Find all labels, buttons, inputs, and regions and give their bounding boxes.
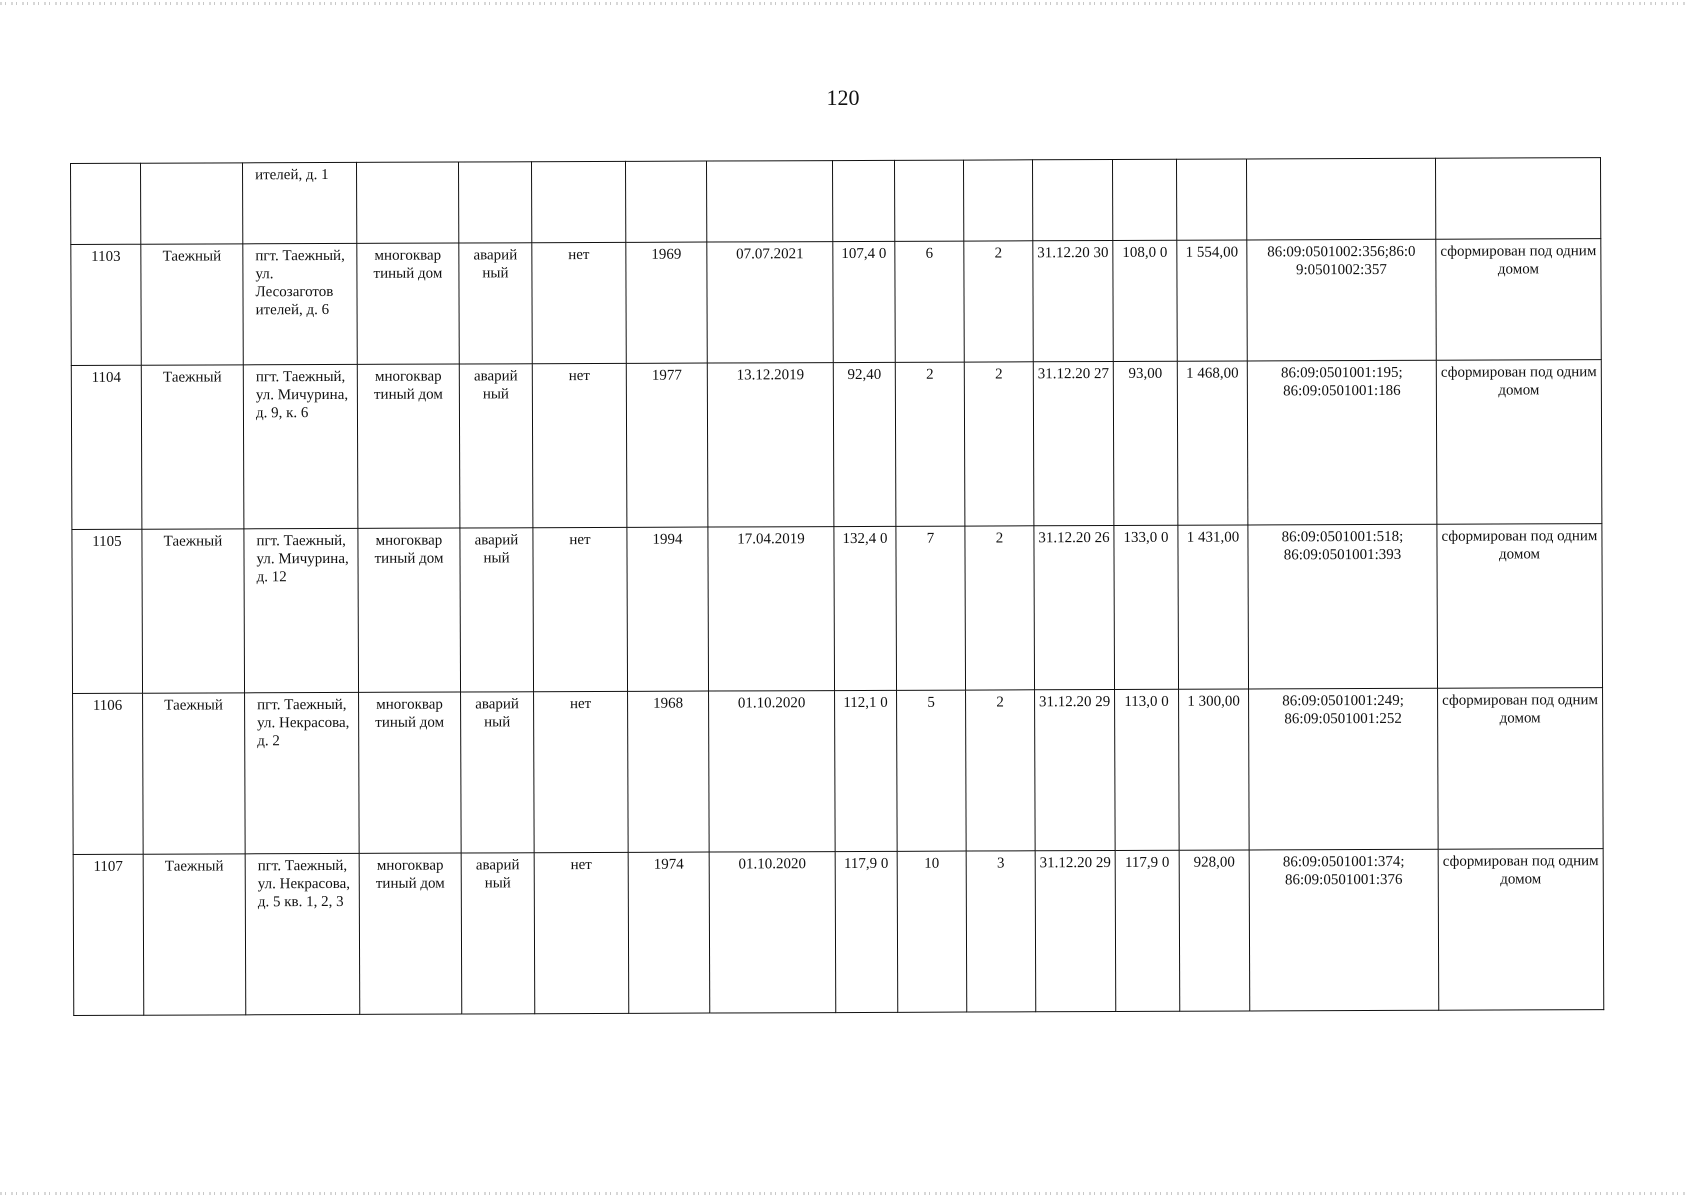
cell-address: пгт. Таежный, ул. Мичурина, д. 12 (244, 528, 359, 692)
scan-edge-top (0, 2, 1686, 5)
cell-year: 1977 (626, 363, 708, 527)
cell-rooms (963, 160, 1032, 241)
cell-settlement: Таежный (141, 365, 244, 529)
cell-building-type (356, 162, 458, 243)
cell-settlement (141, 163, 243, 244)
cell-flag: нет (532, 363, 627, 527)
cell-residents: 5 (897, 690, 967, 851)
page-number: 120 (826, 85, 860, 110)
cell-building-type: многоквар тиный дом (359, 692, 462, 853)
cell-date (706, 161, 832, 242)
cell-building-type: многоквар тиный дом (358, 528, 461, 692)
cell-date: 07.07.2021 (707, 242, 833, 363)
cell-area: 92,40 (833, 362, 896, 526)
table-row (73, 849, 1604, 1016)
cell-id: 1104 (71, 365, 142, 529)
table-row (72, 524, 1603, 694)
cell-area: 107,4 0 (833, 241, 895, 362)
table-row (71, 360, 1602, 530)
cell-deadline: 31.12.20 26 (1034, 525, 1115, 689)
cell-note: сформирован под одним домом (1436, 239, 1601, 361)
cell-id: 1107 (73, 854, 144, 1015)
cell-flag: нет (534, 691, 629, 852)
cell-cadastral: 86:09:0501002:356;86:0 9:0501002:357 (1247, 239, 1436, 361)
cell-building-type: многоквар тиный дом (357, 364, 460, 528)
cell-flag (531, 161, 625, 242)
cell-residents (894, 160, 963, 241)
cell-id: 1106 (73, 693, 144, 854)
cell-deadline (1032, 159, 1112, 240)
housing-register-table (70, 157, 1604, 1016)
cell-year: 1994 (627, 527, 709, 691)
cell-area: 112,1 0 (835, 690, 898, 851)
cell-note: сформирован под одним домом (1436, 360, 1602, 525)
cell-condition: аварий ный (460, 528, 534, 692)
cell-date: 17.04.2019 (708, 527, 835, 691)
cell-rooms: 2 (965, 526, 1035, 690)
cell-cadastral: 86:09:0501001:249; 86:09:0501001:252 (1249, 688, 1439, 850)
cell-condition: аварий ный (459, 364, 533, 528)
cell-area-2: 117,9 0 (1115, 850, 1180, 1011)
table-row-continuation (71, 158, 1601, 245)
cell-building-type: многоквар тиный дом (359, 853, 462, 1014)
cell-cadastral: 86:09:0501001:195; 86:09:0501001:186 (1247, 360, 1437, 525)
cell-address: пгт. Таежный, ул. Лесозаготов ителей, д. 6 (243, 243, 357, 364)
cell-rooms: 2 (964, 362, 1034, 526)
cell-condition: аварий ный (459, 243, 532, 364)
cell-condition (458, 162, 531, 243)
scan-edge-bottom (0, 1192, 1686, 1195)
cell-note (1435, 158, 1600, 240)
cell-year: 1968 (628, 691, 710, 852)
cell-area-2: 93,00 (1113, 361, 1178, 525)
cell-address: пгт. Таежный, ул. Некрасова, д. 2 (245, 692, 360, 853)
cell-rooms: 2 (966, 690, 1036, 851)
cell-cost: 1 300,00 (1179, 689, 1250, 850)
document-sheet (70, 157, 1603, 1021)
cell-address: пгт. Таежный, ул. Мичурина, д. 9, к. 6 (243, 364, 358, 528)
cell-settlement: Таежный (142, 529, 245, 693)
cell-note: сформирован под одним домом (1437, 524, 1603, 689)
cell-year: 1969 (626, 242, 707, 363)
cell-condition: аварий ный (461, 692, 535, 853)
cell-deadline: 31.12.20 29 (1035, 689, 1116, 850)
cell-residents: 7 (896, 526, 966, 690)
cell-area: 117,9 0 (835, 851, 898, 1012)
cell-date: 01.10.2020 (709, 852, 836, 1013)
cell-flag: нет (532, 242, 626, 363)
cell-settlement: Таежный (141, 244, 243, 365)
cell-settlement: Таежный (143, 693, 246, 854)
cell-cost: 928,00 (1179, 850, 1250, 1011)
cell-cost: 1 554,00 (1177, 240, 1247, 361)
cell-rooms: 2 (964, 241, 1033, 362)
cell-building-type: многоквар тиный дом (357, 243, 459, 364)
cell-cost: 1 468,00 (1177, 361, 1248, 525)
cell-area: 132,4 0 (834, 526, 897, 690)
cell-note: сформирован под одним домом (1438, 688, 1604, 850)
cell-id (71, 163, 141, 244)
cell-area (832, 160, 894, 241)
cell-address: ителей, д. 1 (243, 162, 357, 243)
cell-cadastral (1246, 158, 1435, 240)
cell-cadastral: 86:09:0501001:374; 86:09:0501001:376 (1249, 849, 1439, 1011)
cell-deadline: 31.12.20 29 (1035, 850, 1116, 1011)
cell-address: пгт. Таежный, ул. Некрасова, д. 5 кв. 1, 2, 3 (245, 853, 360, 1014)
cell-flag: нет (534, 852, 629, 1013)
cell-area-2: 108,0 0 (1113, 240, 1177, 361)
cell-id: 1105 (72, 529, 143, 693)
cell-note: сформирован под одним домом (1438, 849, 1604, 1011)
cell-date: 01.10.2020 (709, 691, 836, 852)
table-row (73, 688, 1604, 855)
cell-condition: аварий ный (461, 853, 535, 1014)
cell-residents: 10 (897, 851, 967, 1012)
cell-year (625, 161, 706, 242)
cell-cadastral: 86:09:0501001:518; 86:09:0501001:393 (1248, 524, 1438, 689)
cell-year: 1974 (628, 852, 710, 1013)
cell-flag: нет (533, 527, 628, 691)
cell-date: 13.12.2019 (707, 363, 834, 527)
cell-cost (1176, 159, 1246, 240)
cell-rooms: 3 (966, 851, 1036, 1012)
cell-settlement: Таежный (143, 854, 246, 1015)
cell-residents: 2 (895, 362, 965, 526)
cell-cost: 1 431,00 (1178, 525, 1249, 689)
cell-id: 1103 (71, 244, 141, 365)
cell-residents: 6 (895, 241, 964, 362)
cell-deadline: 31.12.20 30 (1033, 240, 1113, 361)
table-row (71, 239, 1601, 366)
cell-deadline: 31.12.20 27 (1033, 361, 1114, 525)
cell-area-2 (1112, 159, 1176, 240)
cell-area-2: 133,0 0 (1114, 525, 1179, 689)
cell-area-2: 113,0 0 (1115, 689, 1180, 850)
